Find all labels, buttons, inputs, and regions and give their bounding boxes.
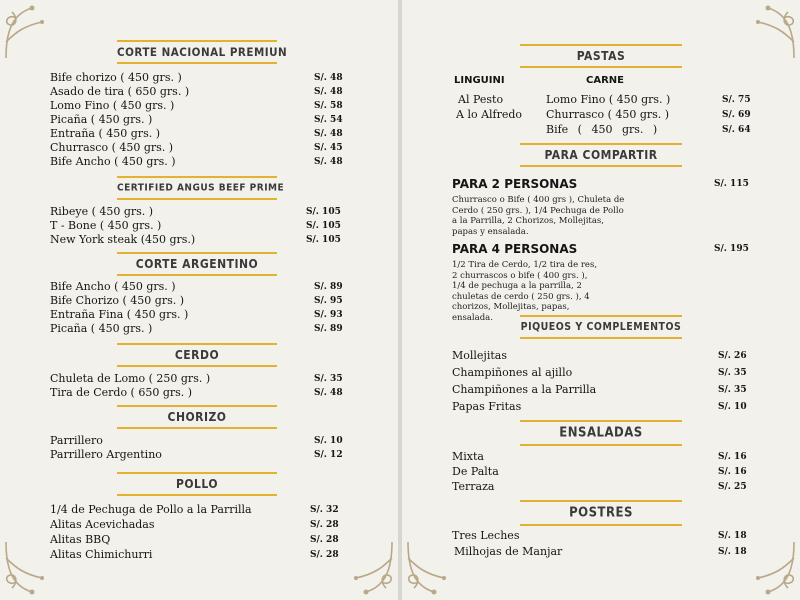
menu-item: Picaña ( 450 grs. )	[50, 113, 153, 126]
item-price: S/. 105	[306, 235, 341, 245]
section-heading: CERDO	[117, 343, 277, 367]
menu-item: Mixta	[452, 450, 484, 463]
item-price: S/. 48	[314, 129, 343, 139]
menu-item: Asado de tira ( 650 grs. )	[50, 85, 190, 98]
item-price: S/. 28	[310, 550, 339, 560]
menu-item: Mollejitas	[452, 349, 507, 362]
pasta-column-heading: CARNE	[586, 75, 624, 86]
section-heading: CORTE ARGENTINO	[117, 252, 277, 276]
menu-item: Tres Leches	[452, 529, 520, 542]
menu-item: De Palta	[452, 465, 499, 478]
item-price: S/. 195	[714, 244, 749, 254]
menu-item: Champiñones al ajillo	[452, 366, 573, 379]
share-plan-description: Churrasco o Bife ( 400 grs ), Chuleta de Cerdo ( 250 grs. ), 1/4 Pechuga de Pollo a la Parrilla, 2 Chorizos, Mollejitas, papas y ensalada.	[452, 195, 625, 237]
corner-ornament-icon	[738, 538, 798, 598]
section-heading: POSTRES	[520, 500, 682, 526]
section-heading: CORTE NACIONAL PREMIUN	[117, 40, 277, 64]
menu-item: Picaña ( 450 grs. )	[50, 322, 153, 335]
item-price: S/. 48	[314, 157, 343, 167]
item-price: S/. 12	[314, 450, 343, 460]
corner-ornament-icon	[738, 2, 798, 62]
menu-item: Parrillero Argentino	[50, 448, 162, 461]
item-price: S/. 105	[306, 221, 341, 231]
menu-item: New York steak (450 grs.)	[50, 233, 196, 246]
item-price: S/. 48	[314, 73, 343, 83]
section-heading: CERTIFIED ANGUS BEEF PRIME	[117, 176, 277, 200]
item-price: S/. 105	[306, 207, 341, 217]
item-price: S/. 32	[310, 505, 339, 515]
corner-ornament-icon	[2, 2, 62, 62]
item-price: S/. 25	[718, 482, 747, 492]
menu-item: T - Bone ( 450 grs. )	[50, 219, 162, 232]
item-price: S/. 64	[722, 125, 751, 135]
item-price: S/. 35	[718, 385, 747, 395]
menu-item: 1/4 de Pechuga de Pollo a la Parrilla	[50, 503, 252, 516]
menu-item: Entraña Fina ( 450 grs. )	[50, 308, 189, 321]
item-price: S/. 16	[718, 452, 747, 462]
share-plan-title: PARA 4 PERSONAS	[452, 242, 578, 256]
item-price: S/. 10	[314, 436, 343, 446]
right-page	[402, 0, 800, 600]
menu-item: Bife ( 450 grs. )	[546, 123, 658, 136]
menu-item: Bife Ancho ( 450 grs. )	[50, 155, 176, 168]
corner-ornament-icon	[2, 538, 62, 598]
section-heading: POLLO	[117, 472, 277, 496]
corner-ornament-icon	[336, 538, 396, 598]
share-plan-description: 1/2 Tira de Cerdo, 1/2 tira de res, 2 churrascos o bife ( 400 grs. ), 1/4 de pechuga a la parrilla, 2 chuletas de cerdo ( 250 grs. ), 4 chorizos, Mollejitas, papas, ensalada.	[452, 260, 598, 323]
item-price: S/. 28	[310, 520, 339, 530]
item-price: S/. 45	[314, 143, 343, 153]
item-price: S/. 18	[718, 531, 747, 541]
menu-item: Ribeye ( 450 grs. )	[50, 205, 154, 218]
item-price: S/. 48	[314, 388, 343, 398]
item-price: S/. 18	[718, 547, 747, 557]
item-price: S/. 10	[718, 402, 747, 412]
menu-item: Churrasco ( 450 grs. )	[546, 108, 670, 121]
menu-item: Bife Chorizo ( 450 grs. )	[50, 294, 185, 307]
menu-item: Alitas BBQ	[50, 533, 111, 546]
menu-item: Lomo Fino ( 450 grs. )	[50, 99, 175, 112]
item-price: S/. 75	[722, 95, 751, 105]
item-price: S/. 54	[314, 115, 343, 125]
menu-item: Terraza	[452, 480, 495, 493]
item-price: S/. 89	[314, 324, 343, 334]
section-heading: PARA COMPARTIR	[520, 143, 682, 167]
menu-item: Papas Fritas	[452, 400, 522, 413]
section-heading: PASTAS	[520, 44, 682, 68]
item-price: S/. 35	[718, 368, 747, 378]
item-price: S/. 28	[310, 535, 339, 545]
item-price: S/. 35	[314, 374, 343, 384]
item-price: S/. 48	[314, 87, 343, 97]
pasta-column-heading: LINGUINI	[454, 75, 505, 86]
menu-item: Churrasco ( 450 grs. )	[50, 141, 174, 154]
menu-item: Champiñones a la Parrilla	[452, 383, 597, 396]
item-price: S/. 95	[314, 296, 343, 306]
menu-item: Bife chorizo ( 450 grs. )	[50, 71, 182, 84]
item-price: S/. 26	[718, 351, 747, 361]
menu-item: A lo Alfredo	[456, 108, 523, 121]
menu-item: Alitas Acevichadas	[50, 518, 155, 531]
item-price: S/. 69	[722, 110, 751, 120]
menu-item: Alitas Chimichurri	[50, 548, 153, 561]
share-plan-title: PARA 2 PERSONAS	[452, 177, 578, 191]
section-heading: ENSALADAS	[520, 420, 682, 446]
section-heading: CHORIZO	[117, 405, 277, 429]
left-page	[0, 0, 398, 600]
item-price: S/. 16	[718, 467, 747, 477]
menu-item: Entraña ( 450 grs. )	[50, 127, 160, 140]
menu-item: Tira de Cerdo ( 650 grs. )	[50, 386, 193, 399]
item-price: S/. 58	[314, 101, 343, 111]
menu-item: Bife Ancho ( 450 grs. )	[50, 280, 176, 293]
menu-item: Parrillero	[50, 434, 103, 447]
menu-item: Chuleta de Lomo ( 250 grs. )	[50, 372, 211, 385]
section-heading: PIQUEOS Y COMPLEMENTOS	[520, 315, 682, 339]
item-price: S/. 89	[314, 282, 343, 292]
menu-item: Al Pesto	[458, 93, 504, 106]
item-price: S/. 93	[314, 310, 343, 320]
menu-item: Lomo Fino ( 450 grs. )	[546, 93, 671, 106]
menu-item: Milhojas de Manjar	[454, 545, 563, 558]
item-price: S/. 115	[714, 179, 749, 189]
